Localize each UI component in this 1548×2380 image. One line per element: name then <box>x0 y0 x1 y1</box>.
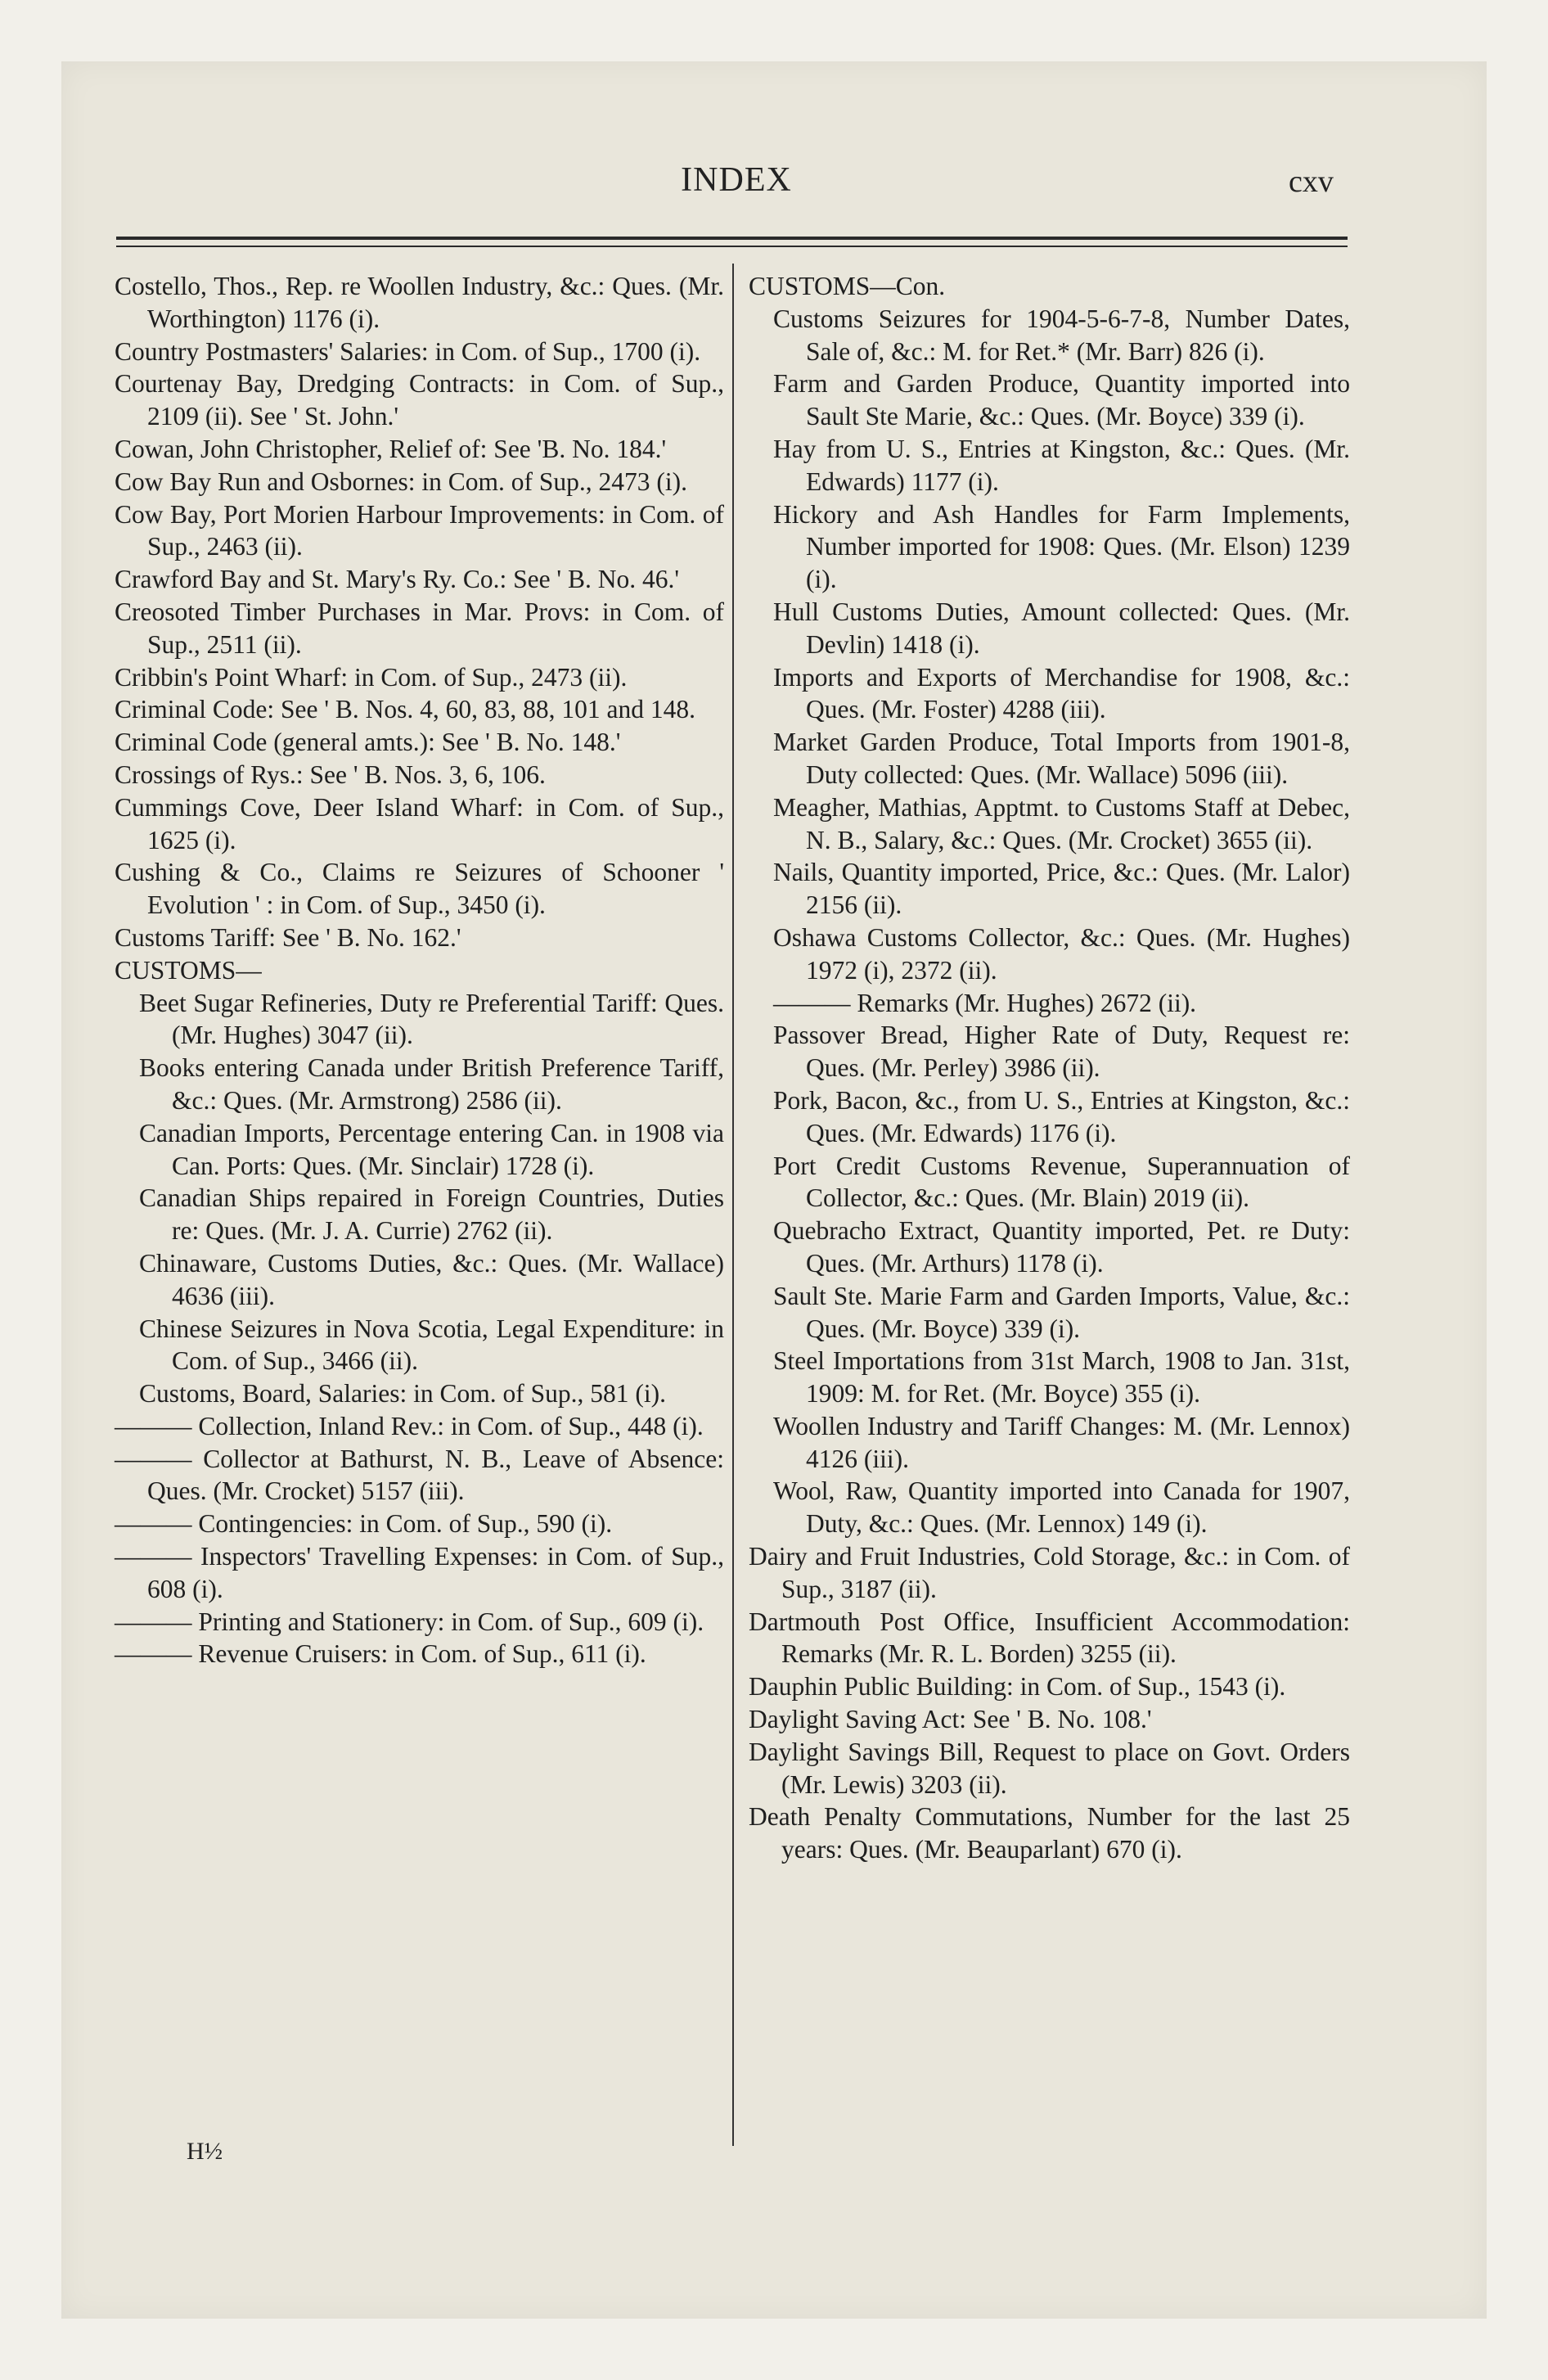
index-entry: Cummings Cove, Deer Island Wharf: in Com. of Sup., 1625 (i). <box>115 792 724 854</box>
index-entry: Costello, Thos., Rep. re Woollen Industry, &c.: Ques. (Mr. Worthington) 1176 (i). <box>115 272 724 333</box>
index-subentry: Steel Importations from 31st March, 1908 to Jan. 31st, 1909: M. for Ret. (Mr. Boyce) 355 (i). <box>773 1346 1350 1409</box>
header-rule-thin <box>116 246 1348 247</box>
index-subentry: Hay from U. S., Entries at Kingston, &c.: Ques. (Mr. Edwards) 1177 (i). <box>773 434 1350 496</box>
index-subentry: Books entering Canada under British Preference Tariff, &c.: Ques. (Mr. Armstrong) 2586 (ii). <box>139 1053 724 1115</box>
index-subentry: Quebracho Extract, Quantity imported, Pet. re Duty: Ques. (Mr. Arthurs) 1178 (i). <box>773 1216 1350 1278</box>
index-subentry: ——— Contingencies: in Com. of Sup., 590 (i). <box>115 1509 613 1539</box>
index-subentry: Hull Customs Duties, Amount collected: Ques. (Mr. Devlin) 1418 (i). <box>773 597 1350 659</box>
page-title: INDEX <box>681 161 792 199</box>
index-entry: Country Postmasters' Salaries: in Com. of Sup., 1700 (i). <box>115 336 701 366</box>
index-entry: Customs Tariff: See ' B. No. 162.' <box>115 922 461 952</box>
index-subentry: Meagher, Mathias, Apptmt. to Customs Staff at Debec, N. B., Salary, &c.: Ques. (Mr. Crocket) 3655 (ii). <box>773 792 1350 854</box>
index-entry: Daylight Saving Act: See ' B. No. 108.' <box>749 1705 1152 1734</box>
index-entry: Cow Bay Run and Osbornes: in Com. of Sup., 2473 (i). <box>115 467 687 496</box>
index-subentry: Canadian Imports, Percentage entering Can. in 1908 via Can. Ports: Ques. (Mr. Sinclair) 1728 (i). <box>139 1118 724 1180</box>
index-subentry: ——— Printing and Stationery: in Com. of Sup., 609 (i). <box>115 1607 704 1636</box>
index-subentry: Canadian Ships repaired in Foreign Countries, Duties re: Ques. (Mr. J. A. Currie) 2762 (ii). <box>139 1183 724 1246</box>
index-subentry: Nails, Quantity imported, Price, &c.: Ques. (Mr. Lalor) 2156 (ii). <box>773 858 1350 920</box>
index-entry: Dartmouth Post Office, Insufficient Accommodation: Remarks (Mr. R. L. Borden) 3255 (ii). <box>749 1607 1350 1669</box>
index-subentry: ——— Collector at Bathurst, N. B., Leave of Absence: Ques. (Mr. Crocket) 5157 (iii). <box>115 1444 724 1506</box>
index-column-right <box>749 270 1350 1866</box>
index-entry: Criminal Code: See ' B. Nos. 4, 60, 83, 88, 101 and 148. <box>115 695 696 724</box>
page-number: cxv <box>1289 165 1334 199</box>
index-entry: Courtenay Bay, Dredging Contracts: in Com. of Sup., 2109 (ii). See ' St. John.' <box>115 369 724 431</box>
index-subentry: Imports and Exports of Merchandise for 1908, &c.: Ques. (Mr. Foster) 4288 (iii). <box>773 662 1350 724</box>
index-subentry: Market Garden Produce, Total Imports from 1901-8, Duty collected: Ques. (Mr. Wallace) 5096 (iii). <box>773 728 1350 789</box>
index-subentry: ——— Remarks (Mr. Hughes) 2672 (ii). <box>773 988 1197 1017</box>
index-subentry: ——— Inspectors' Travelling Expenses: in Com. of Sup., 608 (i). <box>115 1542 724 1603</box>
index-subentry: Woollen Industry and Tariff Changes: M. (Mr. Lennox) 4126 (iii). <box>773 1411 1350 1473</box>
index-subentry: Customs, Board, Salaries: in Com. of Sup., 581 (i). <box>139 1379 666 1409</box>
column-divider <box>732 264 734 2146</box>
index-subentry: Chinaware, Customs Duties, &c.: Ques. (Mr. Wallace) 4636 (iii). <box>139 1248 724 1310</box>
index-entry: Cowan, John Christopher, Relief of: See 'B. No. 184.' <box>115 434 667 463</box>
index-entry: Crossings of Rys.: See ' B. Nos. 3, 6, 106. <box>115 760 546 789</box>
index-entry: Dauphin Public Building: in Com. of Sup., 1543 (i). <box>749 1672 1286 1702</box>
signature-mark: H½ <box>187 2138 223 2165</box>
index-subentry: Port Credit Customs Revenue, Superannuation of Collector, &c.: Ques. (Mr. Blain) 2019 (ii). <box>773 1151 1350 1213</box>
index-entry: Death Penalty Commutations, Number for the last 25 years: Ques. (Mr. Beauparlant) 670 (i). <box>749 1802 1350 1864</box>
index-entry: Crawford Bay and St. Mary's Ry. Co.: See ' B. No. 46.' <box>115 565 680 594</box>
index-entry: Criminal Code (general amts.): See ' B. No. 148.' <box>115 728 621 757</box>
index-subentry: Chinese Seizures in Nova Scotia, Legal Expenditure: in Com. of Sup., 3466 (ii). <box>139 1314 724 1376</box>
header-rule-thick <box>116 237 1348 240</box>
index-subentry: ——— Collection, Inland Rev.: in Com. of Sup., 448 (i). <box>115 1411 704 1440</box>
index-column-left <box>115 270 724 1670</box>
index-subentry: Pork, Bacon, &c., from U. S., Entries at Kingston, &c.: Ques. (Mr. Edwards) 1176 (i). <box>773 1085 1350 1147</box>
index-entry: Dairy and Fruit Industries, Cold Storage, &c.: in Com. of Sup., 3187 (ii). <box>749 1542 1350 1603</box>
index-subentry: Oshawa Customs Collector, &c.: Ques. (Mr. Hughes) 1972 (i), 2372 (ii). <box>773 922 1350 985</box>
index-entry: Cushing & Co., Claims re Seizures of Schooner ' Evolution ' : in Com. of Sup., 3450 (i). <box>115 858 724 920</box>
index-subentry: Farm and Garden Produce, Quantity imported into Sault Ste Marie, &c.: Ques. (Mr. Boyce) 339 (i). <box>773 369 1350 431</box>
index-subentry: Customs Seizures for 1904-5-6-7-8, Number Dates, Sale of, &c.: M. for Ret.* (Mr. Barr) 826 (i). <box>773 304 1350 366</box>
index-subentry: Hickory and Ash Handles for Farm Implements, Number imported for 1908: Ques. (Mr. Elson) 1239 (i). <box>773 499 1350 594</box>
index-subentry: ——— Revenue Cruisers: in Com. of Sup., 611 (i). <box>115 1639 646 1669</box>
index-entry: Cow Bay, Port Morien Harbour Improvements: in Com. of Sup., 2463 (ii). <box>115 499 724 561</box>
index-entry: Creosoted Timber Purchases in Mar. Provs: in Com. of Sup., 2511 (ii). <box>115 597 724 659</box>
index-subentry: Sault Ste. Marie Farm and Garden Imports, Value, &c.: Ques. (Mr. Boyce) 339 (i). <box>773 1281 1350 1343</box>
index-subentry: Passover Bread, Higher Rate of Duty, Request re: Ques. (Mr. Perley) 3986 (ii). <box>773 1021 1350 1083</box>
index-subentry: Wool, Raw, Quantity imported into Canada for 1907, Duty, &c.: Ques. (Mr. Lennox) 149 (i). <box>773 1476 1350 1539</box>
index-entry: Cribbin's Point Wharf: in Com. of Sup., 2473 (ii). <box>115 662 628 692</box>
section-heading-customs-continued: CUSTOMS—Con. <box>749 272 946 300</box>
index-entry: Daylight Savings Bill, Request to place on Govt. Orders (Mr. Lewis) 3203 (ii). <box>749 1737 1350 1799</box>
section-heading-customs: CUSTOMS— <box>115 955 262 985</box>
index-subentry: Beet Sugar Refineries, Duty re Preferential Tariff: Ques. (Mr. Hughes) 3047 (ii). <box>139 988 724 1050</box>
